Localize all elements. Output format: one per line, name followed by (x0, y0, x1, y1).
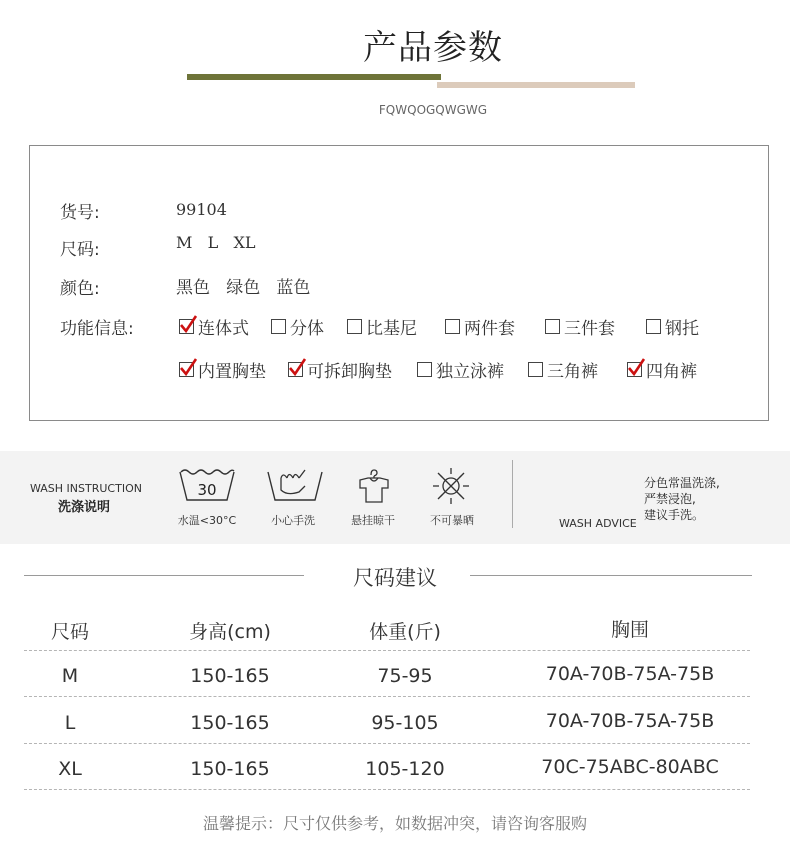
wash-30-label: 水温<30°C (177, 514, 237, 527)
table-cell: XL (58, 758, 82, 780)
feature-item: 分体 (271, 314, 324, 339)
row-divider (24, 789, 750, 790)
table-cell: 150-165 (190, 665, 270, 687)
checkbox-checked-icon (179, 362, 194, 377)
product-code: FQWQOGQWGWG (378, 103, 488, 117)
size-value: M L XL (176, 233, 256, 252)
hang-dry-icon (354, 466, 394, 510)
table-cell: M (61, 665, 79, 687)
wash-title-en: WASH INSTRUCTION (30, 482, 142, 495)
checkbox-icon (646, 319, 661, 334)
checkbox-checked-icon (288, 362, 303, 377)
page-title: 产品参数 (363, 28, 503, 68)
checkbox-icon (445, 319, 460, 334)
wash-title-cn: 洗涤说明 (58, 500, 111, 515)
features-label: 功能信息: (60, 319, 134, 339)
no-sun-label: 不可暴晒 (430, 514, 474, 527)
col-header-height: 身高(cm) (189, 621, 271, 643)
color-value: 黑色 绿色 蓝色 (176, 278, 311, 298)
checkbox-icon (417, 362, 432, 377)
table-cell: 70A-70B-75A-75B (545, 710, 715, 732)
color-label: 颜色: (60, 279, 100, 299)
no-sun-icon (431, 466, 471, 510)
feature-item: 连体式 (179, 314, 249, 339)
hand-wash-icon (265, 466, 325, 510)
wash-advice-text: 分色常温洗涤, 严禁浸泡, 建议手洗。 (644, 476, 720, 522)
checkbox-icon (347, 319, 362, 334)
table-cell: 70C-75ABC-80ABC (541, 756, 719, 778)
row-divider (24, 743, 750, 744)
title-underline-beige (437, 82, 635, 88)
hang-dry-label: 悬挂晾干 (351, 514, 395, 527)
title-underline-green (187, 74, 441, 80)
feature-item: 可拆卸胸垫 (288, 357, 392, 382)
col-header-weight: 体重(斤) (369, 621, 441, 643)
row-divider (24, 650, 750, 651)
size-heading-line-right (470, 575, 752, 576)
size-label: 尺码: (60, 240, 100, 260)
size-heading: 尺码建议 (353, 566, 437, 590)
table-cell: 150-165 (190, 758, 270, 780)
col-header-bust: 胸围 (610, 619, 649, 641)
footer-note: 温馨提示：尺寸仅供参考，如数据冲突，请咨询客服购 (202, 814, 587, 833)
wash-advice-label: WASH ADVICE (559, 517, 637, 530)
item-no-label: 货号: (60, 203, 100, 223)
feature-item: 独立泳裤 (417, 357, 504, 382)
table-cell: 95-105 (371, 712, 439, 734)
feature-item: 比基尼 (347, 314, 417, 339)
feature-item: 钢托 (646, 314, 699, 339)
wash-30-icon: 30 (177, 466, 237, 510)
item-no-value: 99104 (176, 200, 227, 219)
feature-item: 四角裤 (627, 357, 697, 382)
table-cell: L (64, 712, 76, 734)
table-cell: 105-120 (365, 758, 445, 780)
col-header-size: 尺码 (50, 621, 89, 643)
feature-item: 三角裤 (528, 357, 598, 382)
row-divider (24, 696, 750, 697)
checkbox-checked-icon (627, 362, 642, 377)
table-cell: 75-95 (377, 665, 433, 687)
feature-item: 两件套 (445, 314, 515, 339)
hand-wash-label: 小心手洗 (271, 514, 315, 527)
feature-item: 内置胸垫 (179, 357, 266, 382)
table-cell: 150-165 (190, 712, 270, 734)
checkbox-icon (271, 319, 286, 334)
checkbox-icon (528, 362, 543, 377)
checkbox-icon (545, 319, 560, 334)
feature-item: 三件套 (545, 314, 615, 339)
table-cell: 70A-70B-75A-75B (545, 663, 715, 685)
wash-divider (512, 460, 513, 528)
checkbox-checked-icon (179, 319, 194, 334)
